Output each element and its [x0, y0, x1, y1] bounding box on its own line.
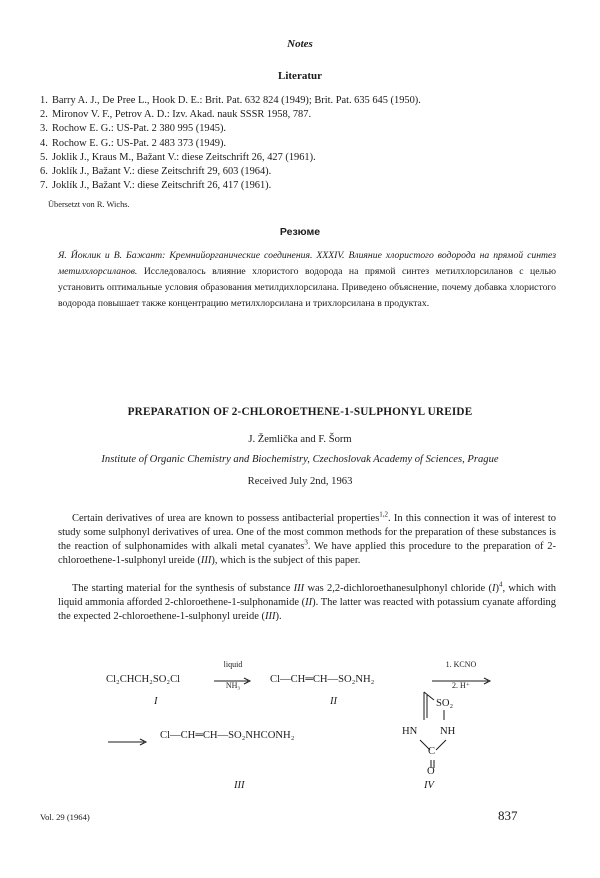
compound-III-formula: Cl—CH═CH—SO₂NHCONH₂	[160, 730, 295, 741]
resume-title: Резюме	[279, 226, 321, 238]
reference-item: 4. Rochow E. G.: US-Pat. 2 483 373 (1949).	[40, 137, 227, 149]
resume-text: Исследовалось влияние хлористого водорода на прямой синтез метилхлорсиланов с целью установить оптимальные условия образования метилдихлорсилана. Приведено объяснение, почему добавка хлористого водорода повышает также концентрацию метилхлорсилана и трихлорсилана в продуктах.	[58, 266, 556, 309]
reference-item: 3. Rochow E. G.: US-Pat. 2 380 995 (1945).	[40, 123, 227, 135]
article-received-date: Received July 2nd, 1963	[247, 476, 353, 487]
reference-item: 2. Mironov V. F., Petrov A. D.: Izv. Akad. nauk SSSR 1958, 787.	[40, 109, 312, 121]
compound-label-IV: IV	[424, 780, 434, 791]
reference-item: 5. Joklik J., Kraus M., Bažant V.: diese Zeitschrift 26, 427 (1961).	[40, 151, 316, 163]
compound-label-II: II	[330, 696, 338, 707]
article-authors: J. Žemlička and F. Šorm	[248, 434, 352, 445]
body-paragraph-1: Certain derivatives of urea are known to possess antibacterial properties$^{1,2}$. In this connection it was of interest to study some sulphonyl derivatives of urea. One of the most common methods for the preparation of these substances is the reaction of sulphonamides with alkali metal cyanates$^3$. We have applied this procedure to the preparation of 2-chloroethene-1-sulphonyl ureide (III), which is the subject of this paper.	[58, 510, 556, 566]
arrow-1-bottom-label: NH₃	[225, 681, 241, 690]
ring-o-label: O	[427, 766, 435, 777]
article-institute: Institute of Organic Chemistry and Biochemistry, Czechoslovak Academy of Sciences, Prague	[101, 454, 499, 465]
compound-label-III: III	[234, 780, 245, 791]
arrow-2-top-label: 1. KCNO	[445, 660, 477, 669]
compound-I-formula: Cl₂CHCH₂SO₂Cl	[106, 674, 181, 685]
compound-IV-structure	[396, 690, 476, 780]
article-title: PREPARATION OF 2-CHLOROETHENE-1-SULPHONYL UREIDE	[127, 406, 473, 418]
page-number: 837	[498, 808, 518, 823]
ring-c-label: C	[428, 746, 436, 757]
ring-hn-label: HN	[402, 726, 418, 737]
resume-authors: Я. Йоклик и В. Бажант:	[58, 250, 166, 261]
running-header: Notes	[287, 38, 313, 50]
reference-item: 7. Joklík J., Bažant V.: diese Zeitschrift 26, 417 (1961).	[40, 180, 272, 192]
ring-nh-label: NH	[440, 726, 456, 737]
compound-II-formula: Cl—CH═CH—SO₂NH₂	[270, 674, 375, 685]
ring-so2-label: SO₂	[436, 698, 454, 709]
translator-note: Übersetzt von R. Wichs.	[48, 200, 130, 209]
reference-item: 1. Barry A. J., De Pree L., Hook D. E.: Brit. Pat. 632 824 (1949); Brit. Pat. 635 645 (1950).	[40, 95, 421, 106]
compound-label-I: I	[154, 696, 158, 707]
reference-item: 6. Joklík J., Bažant V.: diese Zeitschrift 29, 603 (1964).	[40, 166, 272, 178]
body-paragraph-2: The starting material for the synthesis of substance III was 2,2-dichloroethanesulphonyl chloride $(I)^4$, which with liquid ammonia afforded 2-chloroethene-1-sulphonamide (II). The latter was reacted with potassium cyanate affording the expected 2-chloroethene-1-sulphonyl ureide (III).	[58, 580, 556, 622]
literature-title: Literatur	[278, 70, 322, 82]
reaction-arrow-1	[214, 672, 252, 680]
arrow-2-bottom-label: 2. H⁺	[452, 681, 470, 690]
resume-paragraph	[58, 248, 556, 312]
resume-paper-title: Кремнийорганические соединения. XXXIV. Влияние хлористого водорода на прямой синтез метилхлорсиланов.	[58, 250, 557, 277]
reaction-arrow-2	[432, 672, 492, 680]
footer-volume: Vol. 29 (1964)	[40, 812, 90, 822]
reference-list	[40, 94, 560, 193]
arrow-1-top-label: liquid	[223, 660, 243, 669]
reaction-arrow-3	[108, 733, 148, 741]
